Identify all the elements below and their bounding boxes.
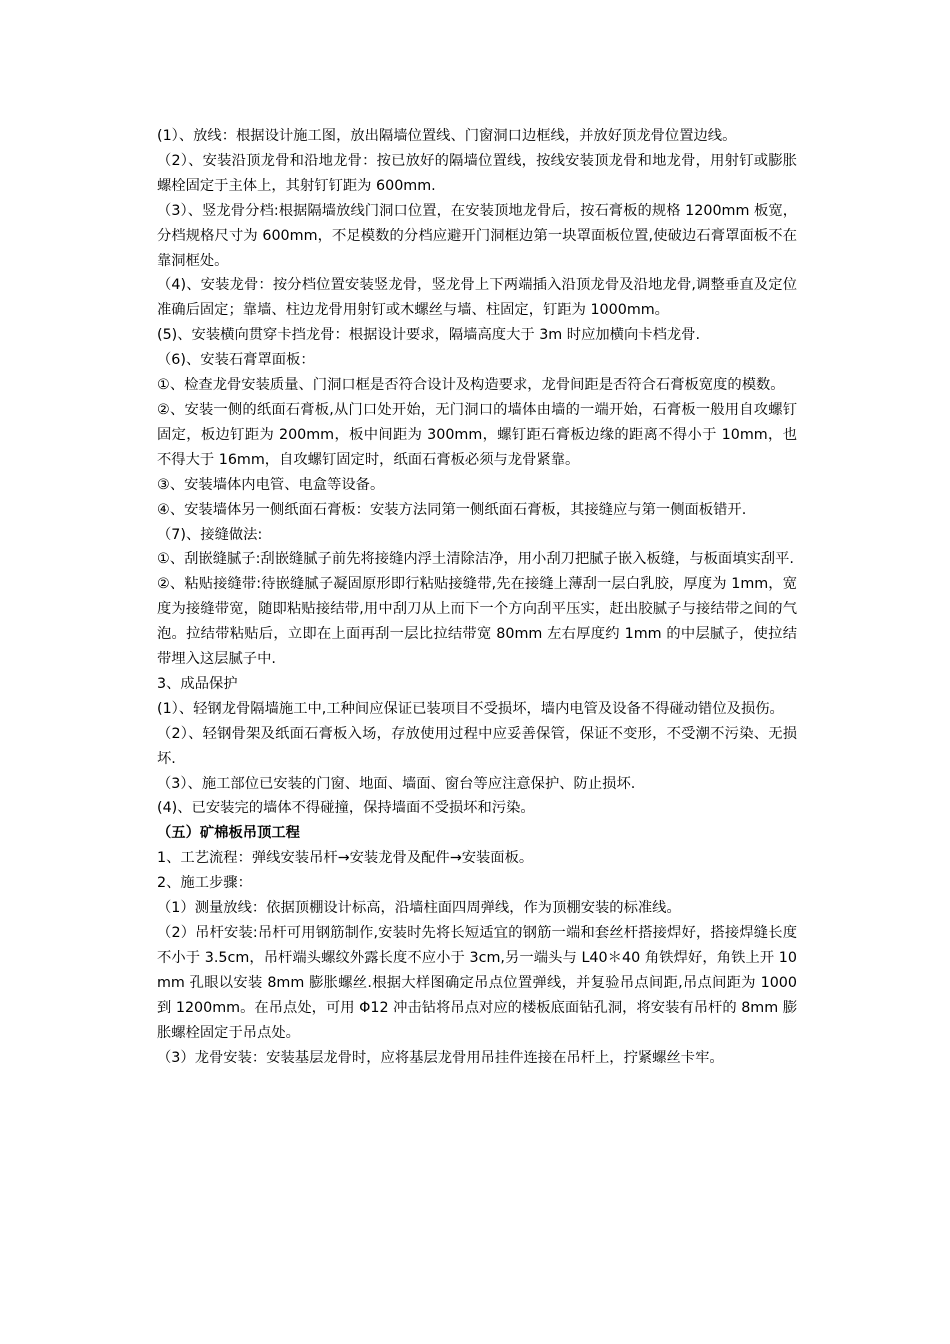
paragraph: （2）、轻钢骨架及纸面石膏板入场，存放使用过程中应妥善保管，保证不变形，不受潮不污染、无损坏. — [157, 725, 797, 767]
paragraph: (1）、放线：根据设计施工图，放出隔墙位置线、门窗洞口边框线，并放好顶龙骨位置边线。 — [157, 128, 737, 144]
paragraph: （3）龙骨安装：安装基层龙骨时，应将基层龙骨用吊挂件连接在吊杆上，拧紧螺丝卡牢。 — [157, 1049, 724, 1066]
paragraph: （3）、施工部位已安装的门窗、地面、墙面、窗台等应注意保护、防止损坏. — [157, 775, 636, 792]
paragraph: (1）、轻钢龙骨隔墙施工中,工种间应保证已装项目不受损坏，墙内电管及设备不得碰动错位及损伤。 — [157, 700, 784, 717]
paragraph: ③、安装墙体内电管、电盒等设备。 — [157, 476, 385, 493]
paragraph: （7)、接缝做法: — [157, 526, 263, 543]
paragraph: (4)、已安装完的墙体不得碰撞，保持墙面不受损坏和污染。 — [157, 800, 535, 817]
section-heading: （五）矿棉板吊顶工程 — [157, 825, 300, 842]
paragraph: (5)、安装横向贯穿卡挡龙骨：根据设计要求，隔墙高度大于 3m 时应加横向卡档龙骨. — [157, 327, 700, 344]
document-page — [157, 124, 797, 1070]
paragraph: （2）吊杆安装:吊杆可用钢筋制作,安装时先将长短适宜的钢筋一端和套丝杆搭接焊好，搭接焊缝长度不小于 3.5cm，吊杆端头螺纹外露长度不应小于 3cm,另一端头与 L40＊40 角铁焊好，角铁上开 10mm 孔眼以安装 8mm 膨胀螺丝.根据大样图确定吊点位置弹线，并复验吊点间距,吊点间距为 1000 到 1200mm。在吊点处，可用 Φ12 冲击钻将吊点对应的楼板底面钻孔洞，将安装有吊杆的 8mm 膨胀螺栓固定于吊点处。 — [157, 925, 797, 1041]
paragraph: ②、安装一侧的纸面石膏板,从门口处开始，无门洞口的墙体由墙的一端开始，石膏板一般用自攻螺钉固定，板边钉距为 200mm，板中间距为 300mm，螺钉距石膏板边缘的距离不得小于 10mm，也不得大于 16mm，自攻螺钉固定时，纸面石膏板必须与龙骨紧靠。 — [157, 401, 797, 468]
paragraph: 3、成品保护 — [157, 675, 238, 692]
paragraph: 2、施工步骤： — [157, 875, 252, 892]
paragraph: （2）、安装沿顶龙骨和沿地龙骨：按已放好的隔墙位置线，按线安装顶龙骨和地龙骨，用射钉或膨胀螺栓固定于主体上，其射钉钉距为 600mm. — [157, 152, 797, 194]
paragraph: （1）测量放线：依据顶棚设计标高，沿墙柱面四周弹线，作为顶棚安装的标准线。 — [157, 900, 681, 917]
paragraph: ①、检查龙骨安装质量、门洞口框是否符合设计及构造要求，龙骨间距是否符合石膏板宽度的模数。 — [157, 377, 785, 394]
paragraph: （3）、竖龙骨分档:根据隔墙放线门洞口位置，在安装顶地龙骨后，按石膏板的规格 1200mm 板宽，分档规格尺寸为 600mm，不足模数的分档应避开门洞框边第一块罩面板位置,使破边石膏罩面板不在靠洞框处。 — [157, 202, 797, 269]
paragraph: （4)、安装龙骨：按分档位置安装竖龙骨，竖龙骨上下两端插入沿顶龙骨及沿地龙骨,调整垂直及定位准确后固定；靠墙、柱边龙骨用射钉或木螺丝与墙、柱固定，钉距为 1000mm。 — [157, 277, 797, 319]
paragraph: ①、刮嵌缝腻子:刮嵌缝腻子前先将接缝内浮土清除洁净，用小刮刀把腻子嵌入板缝，与板面填实刮平. — [157, 551, 794, 568]
paragraph: 1、工艺流程：弹线安装吊杆→安装龙骨及配件→安装面板。 — [157, 850, 534, 867]
paragraph: ④、安装墙体另一侧纸面石膏板：安装方法同第一侧纸面石膏板，其接缝应与第一侧面板错开. — [157, 501, 747, 518]
paragraph: ②、粘贴接缝带:待嵌缝腻子凝固原形即行粘贴接缝带,先在接缝上薄刮一层白乳胶，厚度为 1mm，宽度为接缝带宽，随即粘贴接结带,用中刮刀从上而下一个方向刮平压实，赶出胶腻子与接结带之间的气泡。拉结带粘贴后，立即在上面再刮一层比拉结带宽 80mm 左右厚度约 1mm 的中层腻子，使拉结带埋入这层腻子中. — [157, 576, 797, 668]
paragraph: （6)、安装石膏罩面板： — [157, 352, 315, 369]
